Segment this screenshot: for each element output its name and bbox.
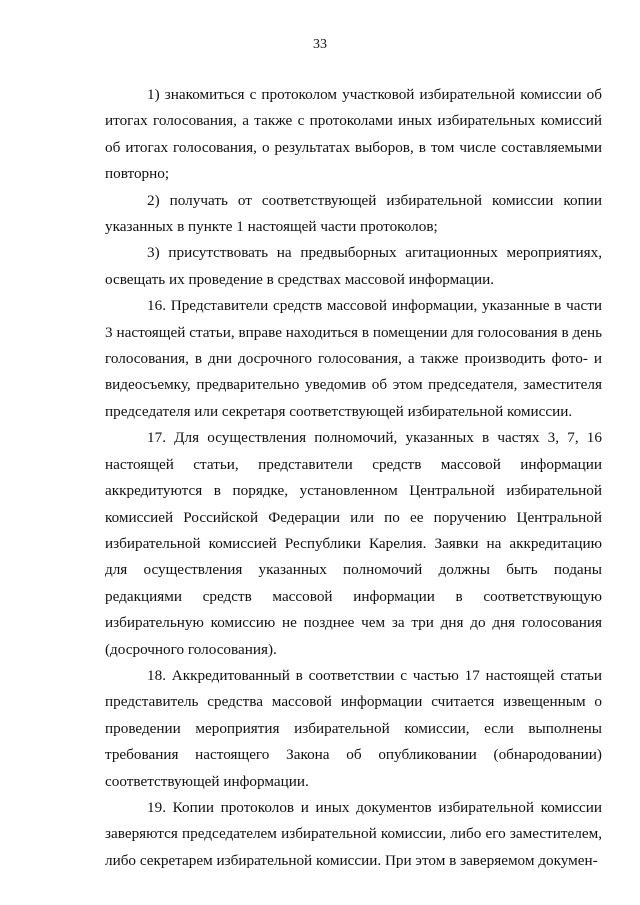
paragraph-item-3: 3) присутствовать на предвыборных агитационных мероприятиях, освещать их проведение в средствах массовой информации. xyxy=(105,244,602,288)
paragraph-item-2: 2) получать от соответствующей избирательной комиссии копии указанных в пункте 1 настоящей части протоколов; xyxy=(105,191,602,236)
text-body xyxy=(105,82,602,874)
page-number: 33 xyxy=(313,37,327,52)
paragraph-item-1: 1) знакомиться с протоколом участковой избирательной комиссии об итогах голосования, а также с протоколами иных избирательных комиссий об итогах голосования, о результатах выборов, в том числе составляемыми повторно; xyxy=(105,86,602,183)
paragraph-16: 16. Представители средств массовой информации, указанные в части 3 настоящей статьи, вправе находиться в помещении для голосования в день голосования, в дни досрочного голосования, а также производить фото- и видеосъемку, предварительно уведомив об этом председателя, заместителя председателя или секретаря соответствующей избирательной комиссии. xyxy=(105,297,602,420)
paragraph-19: 19. Копии протоколов и иных документов избирательной комиссии заверяются председателем избирательной комиссии, либо его заместителем, либо секретарем избирательной комиссии. При этом в заверяемом докумен- xyxy=(105,798,602,869)
paragraph-17: 17. Для осуществления полномочий, указанных в частях 3, 7, 16 настоящей статьи, представители средств массовой информации аккредитуются в порядке, установленном Центральной избирательной комиссией Российской Федерации или по ее поручению Центральной избирательной комиссией Республики Карелия. Заявки на аккредитацию для осуществления указанных полномочий должны быть поданы редакциями средств массовой информации в соответствующую избирательную комиссию не позднее чем за три дня до дня голосования (досрочного голосования). xyxy=(105,429,602,658)
paragraph-18: 18. Аккредитованный в соответствии с частью 17 настоящей статьи представитель средства массовой информации считается извещенным о проведении мероприятия избирательной комиссии, если выполнены требования настоящего Закона об опубликовании (обнародовании) соответствующей информации. xyxy=(105,666,602,790)
